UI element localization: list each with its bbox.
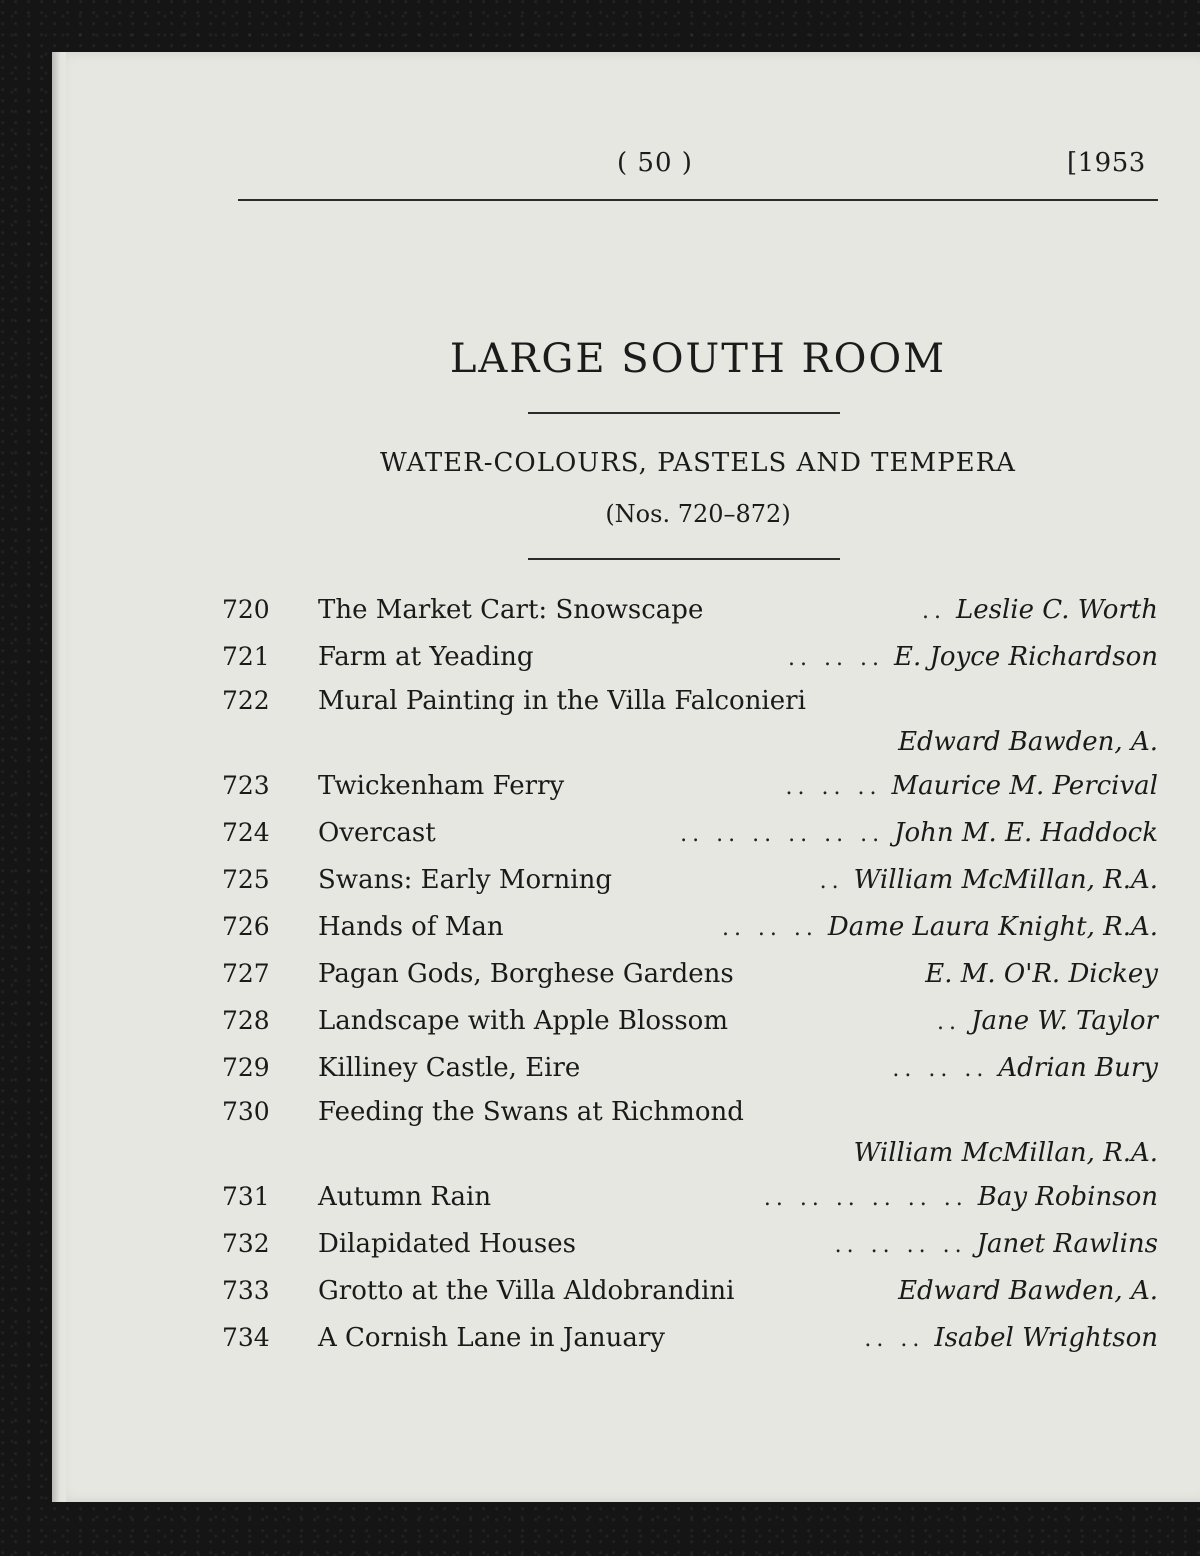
entry-leader-dots: .. .. ..	[721, 916, 818, 941]
entry-number: 728	[222, 1006, 270, 1035]
entry-artist: Bay Robinson	[977, 1182, 1158, 1212]
entry-number: 722	[222, 686, 270, 715]
catalogue-entry	[222, 903, 1158, 950]
entry-artist: Adrian Bury	[998, 1053, 1158, 1083]
catalogue-entries	[222, 586, 1158, 1361]
entry-artist: E. M. O'R. Dickey	[925, 959, 1158, 989]
entry-artist: Isabel Wrightson	[934, 1323, 1158, 1353]
entry-number: 723	[222, 771, 270, 800]
catalogue-page	[52, 52, 1200, 1502]
entry-title: Hands of Man	[318, 912, 504, 942]
entry-title: Farm at Yeading	[318, 642, 534, 672]
entry-number: 733	[222, 1276, 270, 1305]
entry-number: 724	[222, 818, 270, 847]
entry-number: 721	[222, 642, 270, 671]
entry-artist: William McMillan, R.A.	[853, 1138, 1158, 1168]
entry-artist: Edward Bawden, A.	[898, 1276, 1158, 1306]
catalogue-entry	[222, 856, 1158, 903]
entry-number: 726	[222, 912, 270, 941]
entry-leader-dots: .. .. .. ..	[834, 1233, 967, 1258]
entry-artist: William McMillan, R.A.	[853, 865, 1158, 895]
entry-leader-dots: .. ..	[864, 1327, 925, 1352]
page-year: [1953	[1067, 148, 1146, 178]
catalogue-entry	[222, 1044, 1158, 1091]
entry-leader-dots: .. .. .. .. .. ..	[763, 1186, 968, 1211]
entry-title: A Cornish Lane in January	[318, 1323, 665, 1353]
entry-title: Twickenham Ferry	[318, 771, 565, 801]
entry-title: Grotto at the Villa Aldobrandini	[318, 1276, 735, 1306]
entry-title: Feeding the Swans at Richmond	[318, 1097, 744, 1127]
catalogue-entry	[222, 680, 1158, 762]
catalogue-entry	[222, 1091, 1158, 1173]
entry-number: 734	[222, 1323, 270, 1352]
section-divider	[528, 558, 840, 560]
page-gutter-edge	[52, 52, 66, 1502]
entry-leader-dots: .. .. ..	[788, 646, 884, 671]
entry-title: Landscape with Apple Blossom	[318, 1006, 728, 1036]
catalogue-entry	[222, 633, 1158, 680]
entry-artist: Jane W. Taylor	[971, 1006, 1158, 1036]
section-title: WATER-COLOURS, PASTELS AND TEMPERA	[380, 448, 1016, 478]
catalogue-entry	[222, 1220, 1158, 1267]
catalogue-entry	[222, 1314, 1158, 1361]
entry-title: Mural Painting in the Villa Falconieri	[318, 686, 806, 716]
entry-leader-dots: ..	[921, 599, 946, 624]
entry-number: 727	[222, 959, 270, 988]
catalogue-entry	[222, 997, 1158, 1044]
entry-title: The Market Cart: Snowscape	[318, 595, 704, 625]
entry-title: Overcast	[318, 818, 436, 848]
catalogue-entry	[222, 1173, 1158, 1220]
catalogue-entry	[222, 950, 1158, 997]
entry-artist: Leslie C. Worth	[955, 595, 1158, 625]
title-divider	[528, 412, 840, 414]
entry-number: 732	[222, 1229, 270, 1258]
entry-number: 731	[222, 1182, 270, 1211]
header-divider	[238, 199, 1158, 201]
entry-artist: Edward Bawden, A.	[898, 727, 1158, 757]
entry-number: 730	[222, 1097, 270, 1126]
entry-artist: Maurice M. Percival	[891, 771, 1158, 801]
entry-title: Killiney Castle, Eire	[318, 1053, 581, 1083]
catalogue-entry	[222, 762, 1158, 809]
entry-number: 720	[222, 595, 270, 624]
entry-number: 729	[222, 1053, 270, 1082]
entry-title: Pagan Gods, Borghese Gardens	[318, 959, 734, 989]
entry-leader-dots: .. .. .. .. .. ..	[680, 822, 885, 847]
entry-leader-dots: .. .. ..	[892, 1057, 989, 1082]
entry-title-line	[222, 1091, 1158, 1133]
entry-leader-dots: .. .. ..	[785, 775, 882, 800]
entry-artist: John M. E. Haddock	[894, 818, 1158, 848]
page-number: ( 50 )	[617, 148, 693, 178]
catalogue-range: (Nos. 720–872)	[605, 500, 791, 528]
entry-title: Swans: Early Morning	[318, 865, 613, 895]
entry-leader-dots: ..	[819, 869, 844, 894]
entry-artist: Dame Laura Knight, R.A.	[827, 912, 1158, 942]
catalogue-entry	[222, 809, 1158, 856]
entry-number: 725	[222, 865, 270, 894]
catalogue-entry	[222, 586, 1158, 633]
catalogue-entry	[222, 1267, 1158, 1314]
entry-title: Autumn Rain	[318, 1182, 492, 1212]
entry-artist: E. Joyce Richardson	[894, 642, 1158, 672]
entry-title: Dilapidated Houses	[318, 1229, 576, 1259]
entry-artist: Janet Rawlins	[976, 1229, 1158, 1259]
entry-leader-dots: ..	[937, 1010, 962, 1035]
entry-title-line	[222, 680, 1158, 722]
room-title: LARGE SOUTH ROOM	[449, 336, 947, 382]
